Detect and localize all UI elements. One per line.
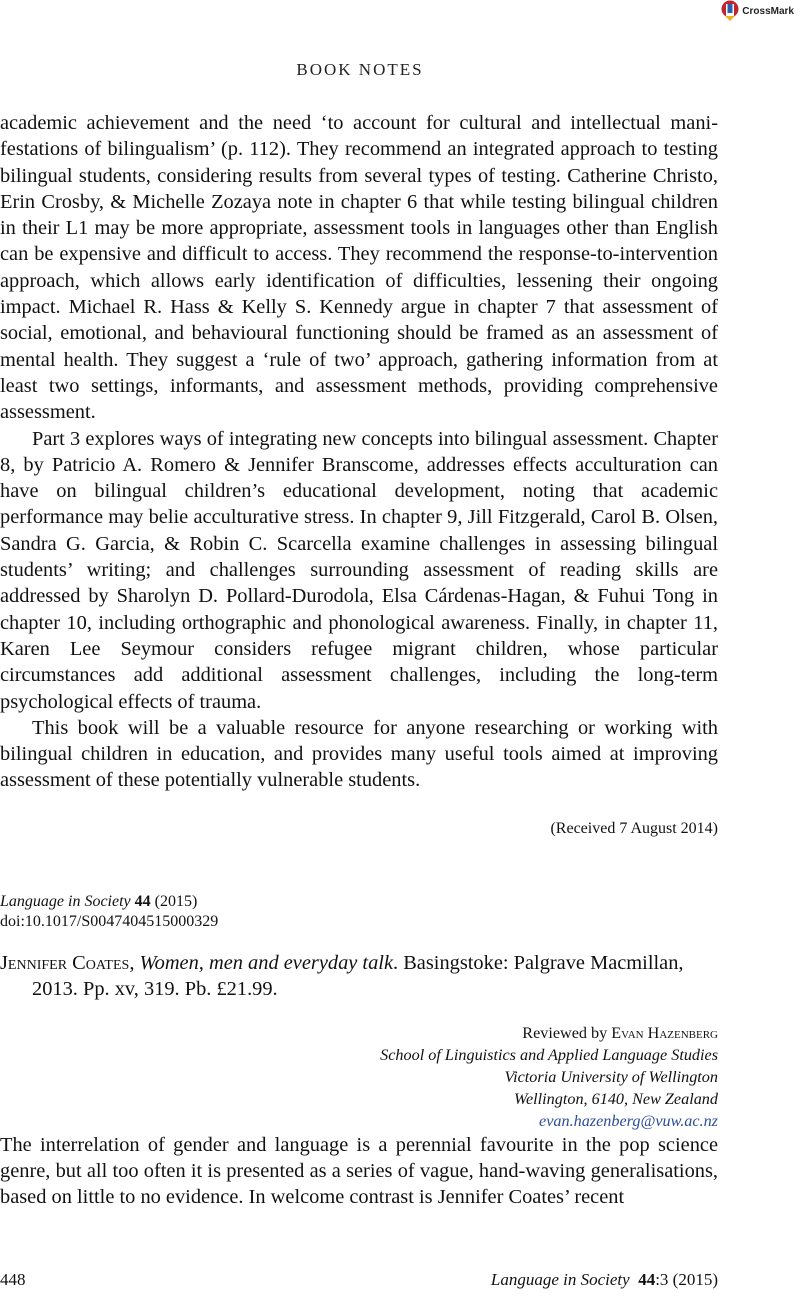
book-details: . Basingstoke: Palgrave Macmillan, 2013. Pp. xv, 319. Pb. £21.99. — [32, 951, 684, 1000]
crossmark-icon — [721, 0, 739, 22]
reviewer-email-link[interactable]: evan.hazenberg@vuw.ac.nz — [539, 1111, 718, 1130]
footer-journal: Language in Society — [490, 1270, 630, 1289]
page-content — [0, 110, 718, 1211]
reviewer-affiliation-3: Wellington, 6140, New Zealand — [514, 1089, 718, 1108]
book-author: Jennifer Coates — [0, 951, 130, 974]
paragraph-1: academic achievement and the need ‘to account for cultural and intellectual manifestations of bilingualism’ (p. 112). They recommend an integrated approach to testing bilingual students, considering results from several types of testing. Catherine Christo, Erin Crosby, & Michelle Zozaya note in chapter 6 that while testing bilingual children in their L1 may be more appropriate, assessment tools in languages other than English can be expensive and difficult to access. They recommend the response-to-intervention approach, which allows early identification of difficulties, lessening their ongoing impact. Michael R. Hass & Kelly S. Kennedy argue in chapter 7 that assessment of social, emotional, and behavioural functioning should be framed as an assessment of mental health. They suggest a ‘rule of two’ approach, gathering information from at least two settings, informants, and assessment methods, providing comprehensive assessment. — [0, 112, 718, 424]
citation-doi: doi:10.1017/S0047404515000329 — [0, 912, 219, 930]
page-footer — [0, 1270, 718, 1290]
article-citation — [0, 892, 718, 932]
paragraph-2: Part 3 explores ways of integrating new concepts into bilingual assessment. Chapter 8, by Patricio A. Romero & Jennifer Branscome, addresses effects acculturation can have on bilingual children’s educational development, noting that academic performance may belie acculturative stress. In chapter 9, Jill Fitzgerald, Carol B. Olsen, Sandra G. Garcia, & Robin C. Scarcella examine challenges in assessing bilingual students’ writing; and challenges surrounding assessment of reading skills are addressed by Sharolyn D. Pollard-Durodola, Elsa Cárdenas-Hagan, & Fuhui Tong in chapter 10, including orthographic and phonological awareness. Finally, in chapter 11, Karen Lee Seymour considers refugee migrant children, whose particular circumstances add additional assessment challenges, including the long-term psychological effects of trauma. — [0, 427, 718, 713]
footer-issue: :3 (2015) — [655, 1270, 718, 1289]
reviewer-prefix: Reviewed by — [522, 1023, 612, 1042]
review-opening-paragraph: The interrelation of gender and language is a perennial favourite in the pop science genre, but all too often it is presented as a series of vague, hand-waving generalisations, based on little to no evidence. In welcome contrast is Jennifer Coates’ recent — [0, 1133, 718, 1209]
footer-citation — [491, 1270, 718, 1290]
book-entry: Jennifer Coates, Women, men and everyday talk. Basingstoke: Palgrave Macmillan, 2013. Pp. xv, 319. Pb. £21.99. — [0, 951, 684, 1000]
page-number: 448 — [0, 1270, 26, 1289]
paragraph-3: This book will be a valuable resource for anyone researching or working with bilingual children in education, and provides many useful tools aimed at improving assessment of these potentially vulnerable students. — [0, 716, 718, 792]
reviewer-affiliation-1: School of Linguistics and Applied Language Studies — [380, 1045, 718, 1064]
reviewer-block — [0, 1022, 718, 1132]
crossmark-badge[interactable] — [721, 0, 800, 22]
crossmark-label: CrossMark — [742, 5, 794, 17]
citation-year: (2015) — [154, 892, 198, 910]
book-title: Women, men and everyday talk — [139, 951, 393, 974]
citation-volume: 44 — [134, 892, 151, 910]
received-date: (Received 7 August 2014) — [550, 819, 718, 837]
running-head: BOOK NOTES — [296, 60, 424, 79]
citation-journal: Language in Society — [0, 892, 131, 910]
reviewer-affiliation-2: Victoria University of Wellington — [504, 1067, 718, 1086]
reviewer-name: Evan Hazenberg — [611, 1023, 718, 1042]
footer-volume: 44 — [638, 1270, 656, 1289]
